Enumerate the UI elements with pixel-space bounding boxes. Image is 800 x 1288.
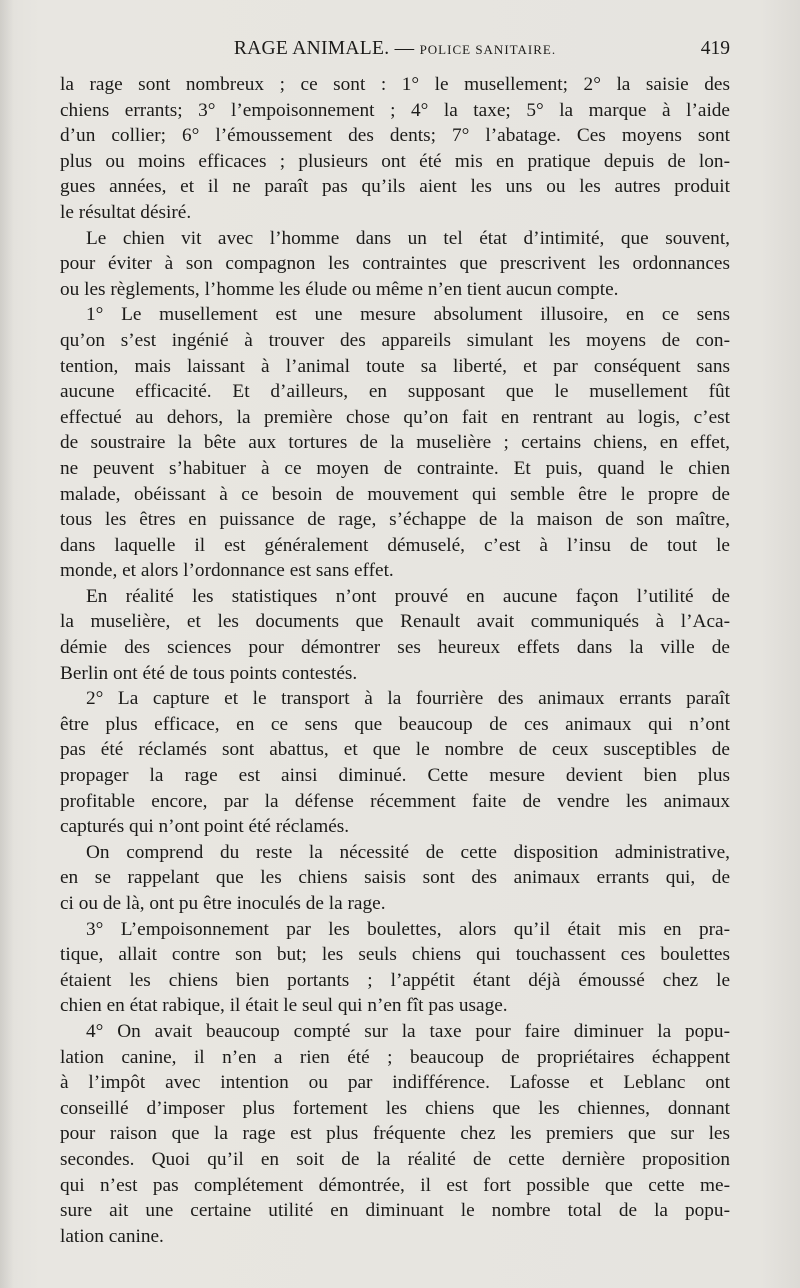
running-title [60, 36, 730, 63]
text-line: aucune efficacité. Et d’ailleurs, en supposant que le musellement fût [60, 381, 730, 403]
text-line: chien en état rabique, il était le seul qui n’en fît pas usage. [60, 995, 508, 1017]
text-line: 4° On avait beaucoup compté sur la taxe pour faire diminuer la popu- [86, 1020, 730, 1042]
text-line: gues années, et il ne paraît pas qu’ils aient les uns ou les autres produit [60, 176, 730, 198]
text-line: dans laquelle il est généralement démuselé, c’est à l’insu de tout le [60, 534, 730, 556]
text-line: conseillé d’imposer plus fortement les chiens que les chiennes, donnant [60, 1097, 730, 1119]
text-line: tique, allait contre son but; les seuls chiens qui touchassent ces boulettes [60, 944, 730, 966]
text-line: d’un collier; 6° l’émoussement des dents; 7° l’abatage. Ces moyens sont [60, 125, 730, 147]
text-line: malade, obéissant à ce besoin de mouvement qui semble être le propre de [60, 483, 730, 505]
text-line: Le chien vit avec l’homme dans un tel état d’intimité, que souvent, [86, 227, 730, 249]
text-line: On comprend du reste la nécessité de cette disposition administrative, [86, 841, 730, 863]
text-line: le résultat désiré. [60, 201, 192, 223]
text-line: ci ou de là, ont pu être inoculés de la rage. [60, 893, 386, 914]
text-line: lation canine. [60, 1225, 164, 1247]
text-line: tous les êtres en puissance de rage, s’échappe de la maison de son maître, [60, 509, 730, 531]
text-line: à l’impôt avec intention ou par indifférence. Lafosse et Leblanc ont [60, 1072, 730, 1094]
text-line: tention, mais laissant à l’animal toute sa liberté, et par conséquent sans [60, 355, 730, 377]
running-head [60, 36, 730, 62]
text-line: pour raison que la rage est plus fréquente chez les premiers que sur les [60, 1123, 730, 1145]
text-line: propager la rage est ainsi diminué. Cette mesure devient bien plus [60, 765, 730, 787]
text-line: étaient les chiens bien portants ; l’appétit étant déjà émoussé chez le [60, 969, 730, 991]
text-line: pour éviter à son compagnon les contraintes que prescrivent les ordonnances [60, 253, 730, 275]
text-line: capturés qui n’ont point été réclamés. [60, 816, 350, 838]
text-line: la muselière, et les documents que Renault avait communiqués à l’Aca- [60, 611, 730, 633]
text-line: qu’on s’est ingénié à trouver des appareils simulant les moyens de con- [60, 329, 730, 351]
text-line: plus ou moins efficaces ; plusieurs ont été mis en pratique depuis de lon- [60, 150, 730, 172]
body-text [60, 72, 730, 1249]
text-line: qui n’est pas complétement démontrée, il est fort possible que cette me- [60, 1174, 730, 1196]
text-line: en se rappelant que les chiens saisis sont des animaux errants qui, de [60, 867, 730, 889]
text-line: chiens errants; 3° l’empoisonnement ; 4° la taxe; 5° la marque à l’aide [60, 99, 730, 121]
running-title-dash: — [389, 38, 420, 59]
text-line: monde, et alors l’ordonnance est sans effet. [60, 560, 394, 582]
text-line: effectué au dehors, la première chose qu’on fait en rentrant au logis, c’est [60, 406, 730, 428]
text-line: Berlin ont été de tous points contestés. [60, 662, 358, 684]
text-line: 2° La capture et le transport à la fourrière des animaux errants paraît [86, 688, 730, 710]
text-line: ou les règlements, l’homme les élude ou même n’en tient aucun compte. [60, 278, 619, 300]
text-line: ne peuvent s’habituer à ce moyen de contrainte. Et puis, quand le chien [60, 457, 730, 479]
text-line: 3° L’empoisonnement par les boulettes, alors qu’il était mis en pra- [86, 918, 730, 940]
text-line: profitable encore, par la défense récemment faite de vendre les animaux [60, 790, 730, 812]
text-line: sure ait une certaine utilité en diminuant le nombre total de la popu- [60, 1200, 730, 1222]
text-line: démie des sciences pour démontrer ses heureux effets dans la ville de [60, 637, 730, 659]
text-line: lation canine, il n’en a rien été ; beaucoup de propriétaires échappent [60, 1046, 730, 1068]
running-title-small: POLICE SANITAIRE. [419, 42, 557, 57]
text-line: pas été réclamés sont abattus, et que le nombre de ceux susceptibles de [60, 739, 730, 761]
text-line: En réalité les statistiques n’ont prouvé en aucune façon l’utilité de [86, 585, 730, 607]
text-line: de soustraire la bête aux tortures de la muselière ; certains chiens, en effet, [60, 432, 730, 454]
page-number: 419 [700, 38, 730, 59]
text-line: la rage sont nombreux ; ce sont : 1° le musellement; 2° la saisie des [60, 74, 730, 95]
text-line: 1° Le musellement est une mesure absolument illusoire, en ce sens [86, 304, 730, 326]
text-line: être plus efficace, en ce sens que beaucoup de ces animaux qui n’ont [60, 713, 730, 735]
running-title-main: RAGE ANIMALE. [233, 38, 390, 59]
text-line: secondes. Quoi qu’il en soit de la réalité de cette dernière proposition [60, 1148, 730, 1170]
